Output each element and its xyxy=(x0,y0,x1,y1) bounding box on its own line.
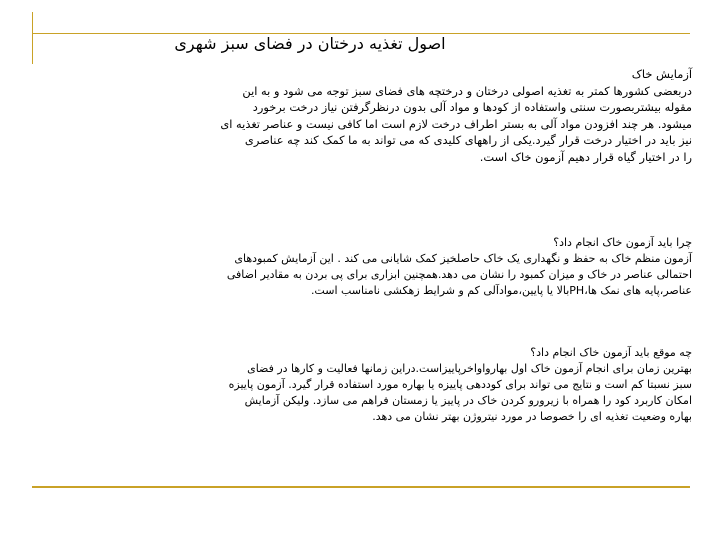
paragraph-line: احتمالی عناصر در خاک و میزان کمبود را نشان می دهد.همچنین ابزاری برای پی بردن به مقادیر اضافی xyxy=(226,268,692,281)
paragraph-line: مقوله بیشتربصورت سنتی واستفاده از کودها و مواد آلی بدون درنظرگرفتن نیاز درخت برخورد xyxy=(252,100,692,114)
paragraph-line: نیز باید در اختیار درخت قرار گیرد.یکی از راههای کلیدی که می تواند به ما کمک کند چه عناصری xyxy=(244,133,692,147)
section-heading: آزمایش خاک xyxy=(631,67,692,81)
paragraph-line: امکان کاربرد کود را همراه با زیرورو کردن خاک در پاییز یا زمستان فراهم می سازد. ولیکن آزمایش xyxy=(244,394,692,407)
left-accent-rule xyxy=(32,12,33,64)
slide-title: اصول تغذیه درختان در فضای سبز شهری xyxy=(174,34,446,53)
paragraph-line: میشود. هر چند افزودن مواد آلی به بستر اطراف درخت لازم است اما کافی نیست و عناصر تغذیه ای xyxy=(220,116,692,131)
paragraph-line: دربعضی کشورها کمتر به تغذیه اصولی درختان و درختچه های فضای سبز توجه می شود و به این xyxy=(242,83,692,98)
paragraph-line: بهاره وضعیت تغذیه ای را خصوصا در مورد نیتروژن بهتر نشان می دهد. xyxy=(372,410,692,423)
paragraph-line: آزمون منظم خاک به حفظ و نگهداری یک خاک حاصلخیز کمک شایانی می کند . این آزمایش کمبودهای xyxy=(234,252,692,265)
paragraph-line: سبز نسبتا کم است و نتایج می تواند برای کوددهی پاییزه یا بهاره مورد استفاده قرار گیرد. آزمون پاییزه xyxy=(228,378,692,391)
section-heading: چه موقع باید آزمون خاک انجام داد؟ xyxy=(530,346,692,359)
section-why-test xyxy=(40,235,692,299)
section-heading: چرا باید آزمون خاک انجام داد؟ xyxy=(553,236,692,249)
paragraph-line: عناصر،پایه های نمک ها،PHبالا یا پایین،موادآلی کم و شرایط زهکشی نامناسب است. xyxy=(310,284,692,297)
paragraph-line: بهترین زمان برای انجام آزمون خاک اول بهارواواخرپاییزاست.دراین زمانها فعالیت و کارها در فضای xyxy=(247,362,692,375)
section-soil-test xyxy=(40,66,692,165)
paragraph-line: را در اختیار گیاه قرار دهیم آزمون خاک است. xyxy=(479,149,692,164)
section-when-test xyxy=(40,345,692,425)
bottom-accent-rule xyxy=(32,486,690,488)
